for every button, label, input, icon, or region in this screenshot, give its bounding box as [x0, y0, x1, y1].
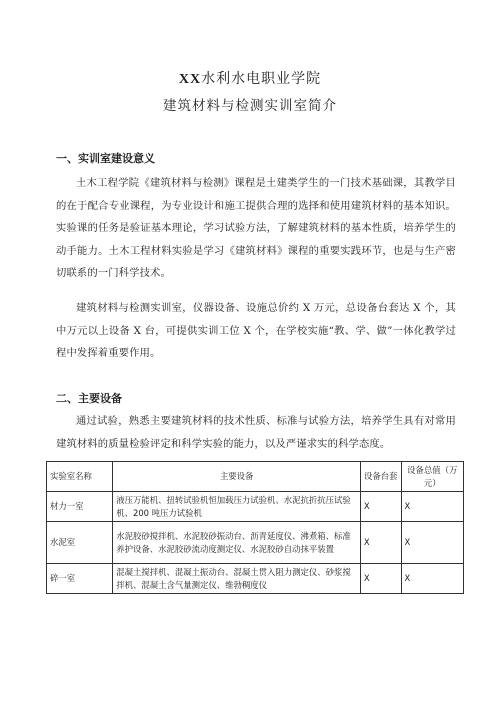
section-heading-1: 一、实训室建设意义: [56, 152, 155, 165]
header-total-value: 设备总值（万元）: [401, 462, 463, 492]
title-prefix: XX: [178, 72, 202, 87]
cell-equipment: 液压万能机、扭转试验机恒加载压力试验机、水泥抗折抗压试验机、200 吨压力试验机: [113, 492, 361, 522]
cell-equipment: 水泥胶砂搅拌机、水泥胶砂振动台、沥青延度仪、沸煮箱、标准养护设备、水泥胶砂流动度测定仪、水泥胶砂自动抹平装置: [113, 522, 361, 564]
cell-lab-name: 材力一室: [47, 492, 113, 522]
cell-equipment: 混凝土搅拌机、混凝土振动台、混凝土贯入阻力测定仪、砂浆搅拌机、混凝土含气量测定仪、维勃稠度仪: [113, 564, 361, 594]
table-row: [47, 522, 464, 564]
equipment-table: [46, 461, 464, 594]
section-1-paragraph-1: 土木工程学院《建筑材料与检测》课程是土建类学生的一门技术基础课，其教学目的在于配合专业课程，为专业设计和施工提供合理的选择和使用建筑材料的基本知识。实验课的任务是验证基本理论，学习试验方法，了解建筑材料的基本性质，培养学生的动手能力。土木工程材料实验是学习《建筑材料》课程的重要实践环节，也是与生产密切联系的一门科学技术。: [56, 177, 456, 280]
table-row: [47, 564, 464, 594]
cell-value: X: [401, 522, 463, 564]
table-row: [47, 492, 464, 522]
table-header-row: [47, 462, 464, 492]
header-lab-name: 实验室名称: [47, 462, 113, 492]
header-main-equipment: 主要设备: [113, 462, 361, 492]
title-main: 水利水电职业学院: [201, 71, 322, 87]
cell-value: X: [401, 564, 463, 594]
cell-sets: X: [360, 492, 401, 522]
section-heading-2: 二、主要设备: [56, 392, 122, 405]
cell-sets: X: [360, 564, 401, 594]
cell-lab-name: 水泥室: [47, 522, 113, 564]
document-title: [0, 68, 500, 88]
cell-lab-name: 碎一室: [47, 564, 113, 594]
document-subtitle: 建筑材料与检测实训室简介: [163, 98, 337, 114]
cell-value: X: [401, 492, 463, 522]
section-1-paragraph-2: 建筑材料与检测实训室，仪器设备、设施总价约 X 万元，总设备台套达 X 个，其中万元以上设备 X 台，可提供实训工位 X 个，在学校实施“教、学、做”一体化教学过程中发挥着重要作用。: [56, 302, 456, 360]
header-equipment-sets: 设备台套: [360, 462, 401, 492]
cell-sets: X: [360, 522, 401, 564]
section-2-paragraph-1: 通过试验，熟悉主要建筑材料的技术性质、标准与试验方法，培养学生具有对常用建筑材料的质量检验评定和科学实验的能力，以及严谨求实的科学态度。: [56, 415, 456, 450]
